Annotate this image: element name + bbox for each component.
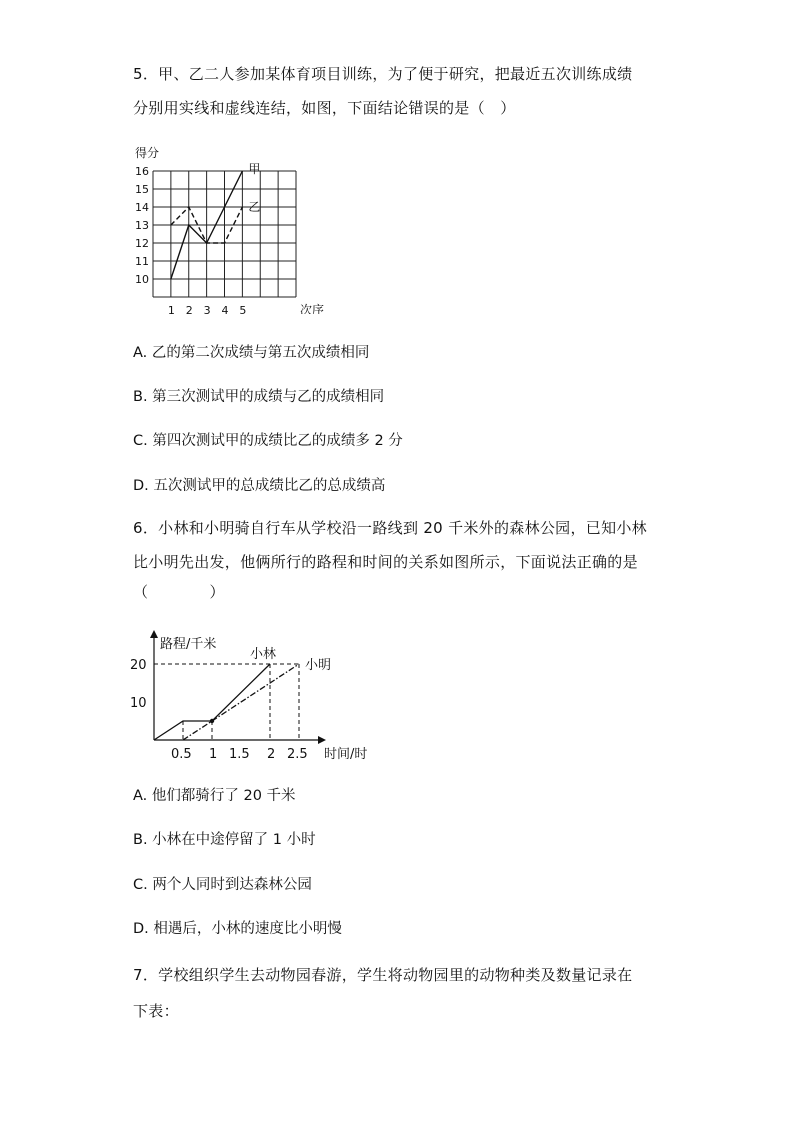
x-tick-label: 1.5 [229,747,250,762]
series-label-2: 小明 [305,658,332,673]
x-tick-label: 0.5 [171,747,192,762]
q6-option-a[interactable]: A. 他们都骑行了 20 千米 [133,788,296,804]
score-chart [133,144,333,314]
series-line-2 [183,664,299,740]
series-label-1: 小林 [250,647,277,662]
x-tick-label: 2 [267,747,276,762]
q5-option-c[interactable]: C. 第四次测试甲的成绩比乙的成绩多 2 分 [133,433,403,449]
series-label-1: 甲 [248,162,261,176]
q7-stem-line2: 下表： [133,1002,179,1020]
x-tick-label: 2.5 [287,747,308,762]
q6-option-d[interactable]: D. 相遇后，小林的速度比小明慢 [133,921,342,937]
y-tick-label: 20 [130,658,147,673]
q5-stem-line1: 5．甲、乙二人参加某体育项目训练，为了便于研究，把最近五次训练成绩 [133,65,633,83]
meeting-point [210,719,214,723]
q7-stem-line1: 7．学校组织学生去动物园春游，学生将动物园里的动物种类及数量记录在 [133,966,633,984]
y-axis-label: 路程/千米 [160,637,217,652]
x-tick-label: 1 [209,747,218,762]
distance-time-chart [128,628,388,768]
y-tick-label: 12 [135,237,149,250]
q6-stem-line2: 比小明先出发，他俩所行的路程和时间的关系如图所示，下面说法正确的是 [133,553,638,571]
y-tick-label: 10 [135,273,149,286]
x-tick-label: 5 [239,304,247,314]
x-tick-label: 3 [203,304,211,314]
x-tick-label: 4 [221,304,229,314]
y-tick-label: 16 [135,165,149,178]
q6-option-c[interactable]: C. 两个人同时到达森林公园 [133,877,312,893]
q5-option-d[interactable]: D. 五次测试甲的总成绩比乙的总成绩高 [133,478,386,494]
y-tick-label: 15 [135,183,149,196]
q5-option-a[interactable]: A. 乙的第二次成绩与第五次成绩相同 [133,345,370,361]
q5-option-b[interactable]: B. 第三次测试甲的成绩与乙的成绩相同 [133,389,385,405]
y-tick-label: 10 [130,696,147,711]
x-axis-label: 次序 [300,303,325,314]
y-tick-label: 11 [135,255,149,268]
q6-option-b[interactable]: B. 小林在中途停留了 1 小时 [133,832,316,848]
x-tick-label: 1 [167,304,175,314]
x-axis-arrow [318,736,326,744]
y-axis-arrow [150,630,158,638]
y-tick-label: 13 [135,219,149,232]
y-axis-label: 得分 [135,146,160,160]
q6-stem-line3: （ ） [133,583,225,601]
q5-stem-line2: 分别用实线和虚线连结，如图，下面结论错误的是（ ） [133,99,516,117]
y-tick-label: 14 [135,201,149,214]
q6-stem-line1: 6．小林和小明骑自行车从学校沿一路线到 20 千米外的森林公园，已知小林 [133,519,647,537]
x-axis-label: 时间/时 [324,747,368,762]
series-label-2: 乙 [248,200,261,214]
x-tick-label: 2 [185,304,193,314]
